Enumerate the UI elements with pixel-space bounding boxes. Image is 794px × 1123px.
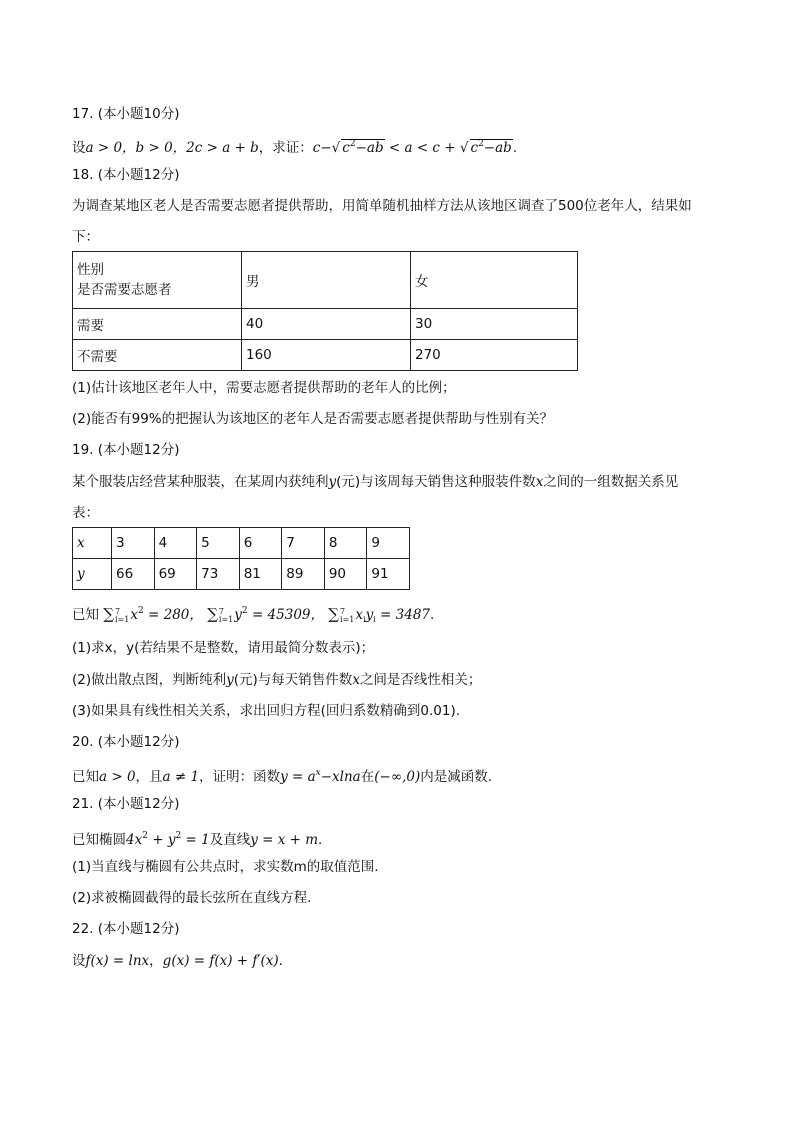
q21-statement: 已知椭圆$4x^2 + y^2 = 1$及直线y = x + m. [72, 831, 323, 848]
x-cell: 5 [197, 528, 240, 559]
q20-header: 20. (本小题12分) [72, 734, 180, 750]
y-cell: 89 [282, 559, 325, 590]
x-cell: 6 [239, 528, 282, 559]
q19-part1: (1)求x，y(若结果不是整数，请用最简分数表示)； [72, 640, 375, 656]
q18-part1: (1)估计该地区老年人中，需要志愿者提供帮助的老年人的比例； [72, 380, 456, 396]
x-cell: 9 [367, 528, 410, 559]
cell-female: 270 [411, 340, 578, 371]
table-row [73, 340, 578, 371]
col-header-female: 女 [411, 252, 578, 309]
table-corner-cell [73, 252, 242, 309]
q21-part1: (1)当直线与椭圆有公共点时，求实数m的取值范围. [72, 859, 379, 875]
q19-part3: (3)如果具有线性相关关系，求出回归方程(回归系数精确到0.01). [72, 703, 461, 719]
table-row [73, 528, 410, 559]
y-cell: 91 [367, 559, 410, 590]
y-cell: 73 [197, 559, 240, 590]
q17-statement: 设a > 0，b > 0，2c > a + b，求证：c−√ $c^2-ab < a < c$ + √ $c^2-ab$. [72, 139, 518, 156]
x-row-label: x [73, 528, 112, 559]
row-label: 需要 [73, 309, 242, 340]
q18-intro-line1: 为调查某地区老人是否需要志愿者提供帮助，用简单随机抽样方法从该地区调查了500位老年人，结果如 [72, 198, 692, 214]
q17-inequality: c−√ $c^2-ab < a < c$ + √ $c^2-ab$ [312, 139, 512, 156]
y-cell: 66 [112, 559, 155, 590]
y-cell: 90 [324, 559, 367, 590]
q18-contingency-table [72, 251, 578, 371]
x-cell: 4 [154, 528, 197, 559]
q17-proof-label: ，求证： [258, 140, 313, 156]
q19-intro-line2: 表： [72, 505, 99, 521]
q19-data-table [72, 527, 410, 590]
q17-header: 17. (本小题10分) [72, 106, 180, 122]
cell-male: 40 [242, 309, 411, 340]
cell-female: 30 [411, 309, 578, 340]
q18-header: 18. (本小题12分) [72, 167, 180, 183]
col-header-male: 男 [242, 252, 411, 309]
table-row [73, 559, 410, 590]
q21-header: 21. (本小题12分) [72, 796, 180, 812]
q18-intro-line2: 下： [72, 229, 99, 245]
q17-conditions: a > 0，b > 0，2c > a + b [85, 140, 259, 156]
cell-male: 160 [242, 340, 411, 371]
y-cell: 81 [239, 559, 282, 590]
q19-part2: (2)做出散点图，判断纯利y(元)与每天销售件数x之间是否线性相关； [72, 672, 482, 688]
corner-top-label: 性别 [77, 262, 104, 278]
table-row [73, 252, 578, 309]
x-cell: 7 [282, 528, 325, 559]
row-label: 不需要 [73, 340, 242, 371]
y-row-label: y [73, 559, 112, 590]
table-row [73, 309, 578, 340]
q19-intro-line1: 某个服装店经营某种服装，在某周内获纯利y(元)与该周每天销售这种服装件数x之间的一组数据关系见 [72, 474, 679, 490]
q18-part2: (2)能否有99%的把握认为该地区的老年人是否需要志愿者提供帮助与性别有关？ [72, 411, 554, 427]
q20-statement: 已知a > 0，且a ≠ 1，证明：函数$y = a^x-xlna$在(−∞,0)内是减函数. [72, 768, 493, 785]
q17-prefix: 设 [72, 140, 86, 156]
x-cell: 8 [324, 528, 367, 559]
q21-part2: (2)求被椭圆截得的最长弦所在直线方程. [72, 890, 312, 906]
corner-bottom-label: 是否需要志愿者 [77, 282, 172, 298]
q19-known-sums: 已知 ∑ 7 i=1 $x^2 = 280$， ∑ 7 i=1 $y^2 = 45309$， ∑ 7 i=1 $x_iy_i = 3487$. [72, 605, 435, 624]
q19-header: 19. (本小题12分) [72, 442, 180, 458]
q22-statement: 设f(x) = lnx，g(x) = f(x) + f′(x). [72, 953, 283, 969]
y-cell: 69 [154, 559, 197, 590]
x-cell: 3 [112, 528, 155, 559]
q22-header: 22. (本小题12分) [72, 921, 180, 937]
